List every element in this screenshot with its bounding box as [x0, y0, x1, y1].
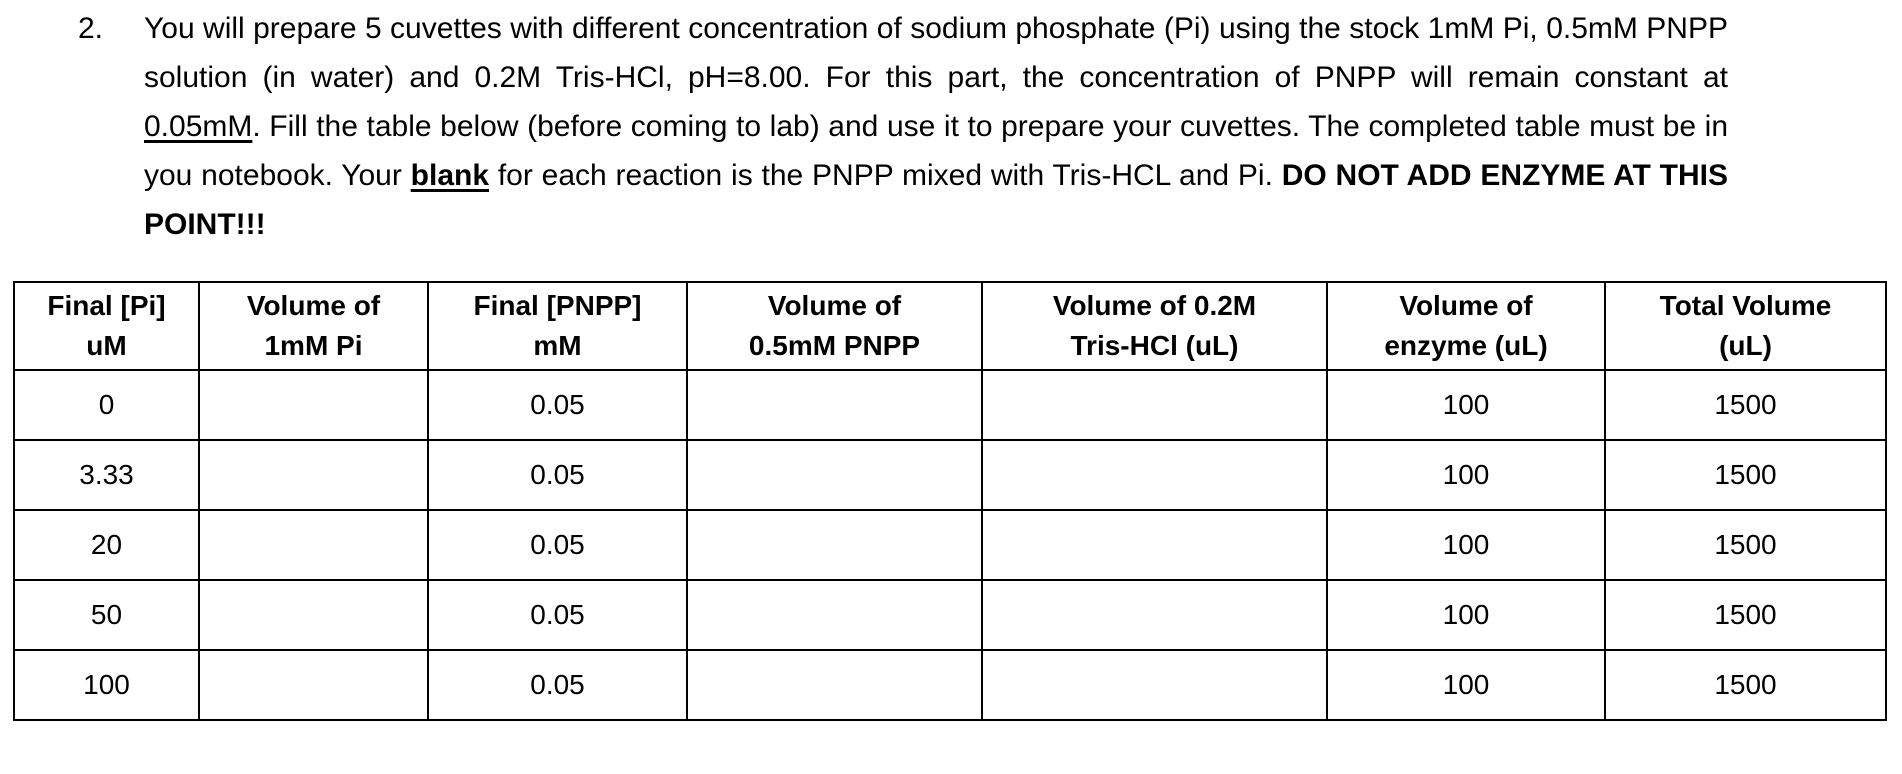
- cell-volume-enzyme: 100: [1327, 370, 1605, 440]
- header-final-pnpp: Final [PNPP] mM: [428, 282, 687, 370]
- cell-volume-tris: [982, 580, 1327, 650]
- cell-total-volume: 1500: [1605, 370, 1886, 440]
- cell-volume-tris: [982, 650, 1327, 720]
- instruction-paragraph: [144, 4, 1728, 249]
- cell-final-pnpp: 0.05: [428, 440, 687, 510]
- table-header: [14, 282, 1886, 370]
- cell-volume-enzyme: 100: [1327, 650, 1605, 720]
- pnpp-concentration: 0.05mM: [144, 110, 253, 143]
- cell-final-pi: 100: [14, 650, 199, 720]
- cell-total-volume: 1500: [1605, 650, 1886, 720]
- cuvette-table: [13, 281, 1887, 721]
- cell-volume-tris: [982, 440, 1327, 510]
- cell-volume-pnpp: [687, 580, 982, 650]
- cell-volume-pi: [199, 510, 428, 580]
- header-final-pi: Final [Pi] uM: [14, 282, 199, 370]
- header-volume-enzyme: Volume of enzyme (uL): [1327, 282, 1605, 370]
- header-total-volume: Total Volume (uL): [1605, 282, 1886, 370]
- cell-final-pnpp: 0.05: [428, 650, 687, 720]
- cell-volume-pi: [199, 370, 428, 440]
- cell-total-volume: 1500: [1605, 580, 1886, 650]
- table-body: [14, 370, 1886, 720]
- cell-volume-enzyme: 100: [1327, 510, 1605, 580]
- blank-keyword: blank: [410, 159, 490, 192]
- cell-total-volume: 1500: [1605, 510, 1886, 580]
- table-row: [14, 370, 1886, 440]
- cell-final-pi: 3.33: [14, 440, 199, 510]
- header-volume-pnpp: Volume of 0.5mM PNPP: [687, 282, 982, 370]
- cell-volume-enzyme: 100: [1327, 440, 1605, 510]
- cell-volume-enzyme: 100: [1327, 580, 1605, 650]
- instructions-block: [78, 4, 1728, 249]
- cell-volume-pnpp: [687, 650, 982, 720]
- cell-final-pnpp: 0.05: [428, 370, 687, 440]
- cell-final-pi: 20: [14, 510, 199, 580]
- cell-volume-pnpp: [687, 370, 982, 440]
- table-row: [14, 440, 1886, 510]
- instruction-item: [78, 4, 1728, 249]
- cell-final-pi: 0: [14, 370, 199, 440]
- instruction-text-part1: You will prepare 5 cuvettes with different concentration of sodium phosphate (Pi) using the stock 1mM Pi, 0.5mM PNPP solution (in water) and 0.2M Tris-HCl, pH=8.00. For this part, the concentration of PNPP will remain constant at: [144, 12, 1728, 94]
- cell-total-volume: 1500: [1605, 440, 1886, 510]
- cell-volume-pnpp: [687, 440, 982, 510]
- cell-volume-pi: [199, 440, 428, 510]
- instruction-text-part2: . Fill the table below (before coming to lab) and use it to prepare your cuvettes. The completed table must be in you notebook. Your: [144, 110, 1728, 192]
- header-volume-tris: Volume of 0.2M Tris-HCl (uL): [982, 282, 1327, 370]
- cell-volume-tris: [982, 510, 1327, 580]
- header-volume-pi: Volume of 1mM Pi: [199, 282, 428, 370]
- table-row: [14, 580, 1886, 650]
- enzyme-warning: DO NOT ADD ENZYME AT THIS POINT!!!: [144, 159, 1728, 241]
- cell-final-pi: 50: [14, 580, 199, 650]
- cell-volume-tris: [982, 370, 1327, 440]
- cell-volume-pi: [199, 650, 428, 720]
- item-number: 2.: [78, 12, 104, 45]
- cell-volume-pi: [199, 580, 428, 650]
- instruction-text-part3: for each reaction is the PNPP mixed with Tris-HCL and Pi.: [489, 159, 1282, 192]
- table-row: [14, 510, 1886, 580]
- cell-volume-pnpp: [687, 510, 982, 580]
- table-row: [14, 650, 1886, 720]
- cell-final-pnpp: 0.05: [428, 580, 687, 650]
- header-row: [14, 282, 1886, 370]
- cell-final-pnpp: 0.05: [428, 510, 687, 580]
